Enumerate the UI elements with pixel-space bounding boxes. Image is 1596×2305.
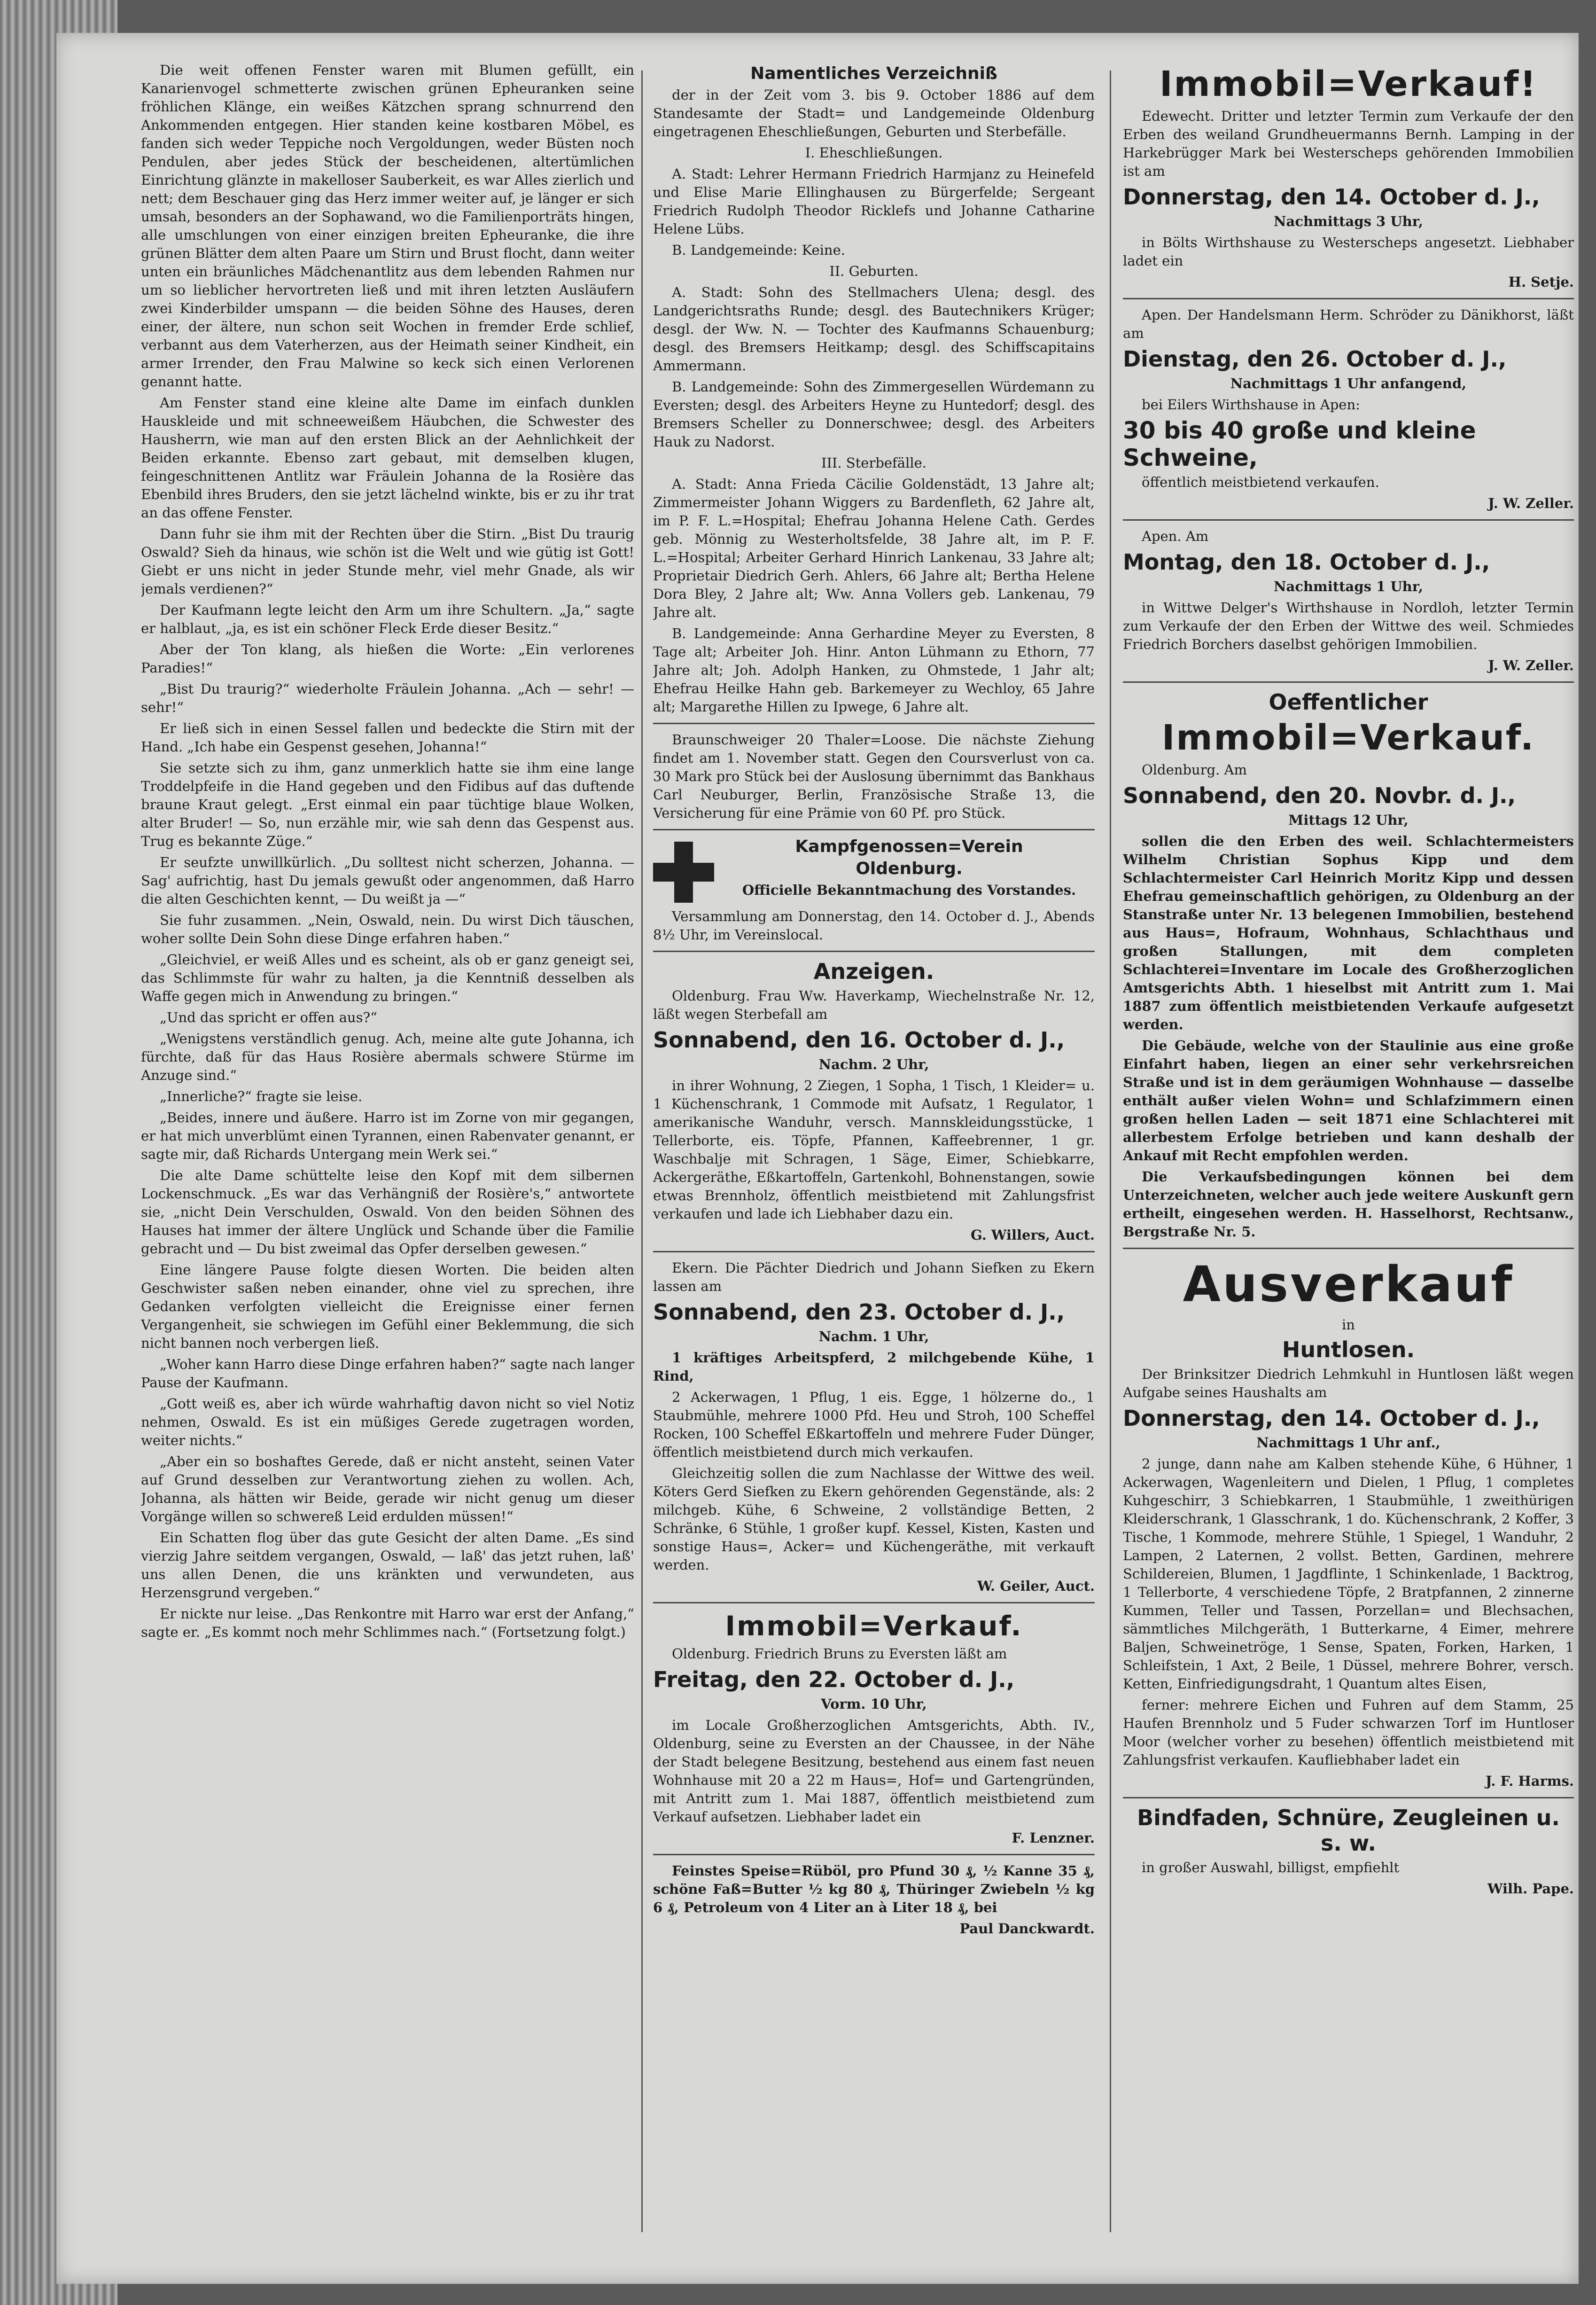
story-paragraph: Am Fenster stand eine kleine alte Dame im einfach dunklen Hauskleide und mit schneeweißem Häubchen, die Schwester des Hausherrn, wie man auf den ersten Blick an der Aehnlichkeit der Beiden erkannte. Ebenso zart gebaut, mit demselben klugen, feingeschnittenen Antlitz war Fräulein Johanna de la Rosière das Ebenbild ihres Bruders, den sie jetzt lächelnd winkte, bis er zu ihr trat an das offene Fenster. [141,395,634,521]
story-paragraph: Eine längere Pause folgte diesen Worten. Die beiden alten Geschwister saßen neben einander, ohne viel zu sprechen, ihre Gedanken verfolgten vielleicht die Ereignisse einer fernen Vergangenheit, sie schwiegen im Gefühl einer Beklemmung, die sich nicht bannen noch verbergen ließ. [141,1262,634,1351]
ad-place: Huntlosen. [1282,1337,1415,1362]
story-paragraph: „Bist Du traurig?“ wiederholte Fräulein Johanna. „Ach — sehr! — sehr!“ [141,681,634,715]
ads-column [1123,61,1574,2232]
column-rule [641,70,643,2232]
ad-in: in [1342,1317,1355,1333]
ad-title: Immobil=Verkauf. [725,1610,1023,1642]
register-entry: A. Stadt: Anna Frieda Cäcilie Goldenstädt, 13 Jahre alt; Zimmermeister Johann Wiggers zu Bardenfleth, 62 Jahre alt, im P. F. L.=Hospital; Ehefrau Johanna Helene Cath. Gerdes geb. Mönnig zu Westerholtsfelde, 38 Jahre alt, im P. F. L.=Hospital; Arbeiter Gerhard Hinrich Lankenau, 33 Jahre alt; Proprietair Diedrich Gerh. Ahlers, 66 Jahre alt; Bertha Helene Dora Bley, 2 Jahre alt; Ww. Anna Vollers geb. Lankenau, 79 Jahre alt. [653,476,1095,620]
ad-signature: F. Lenzner. [1012,1830,1095,1846]
divider [1123,1248,1574,1249]
story-paragraph: „Woher kann Harro diese Dinge erfahren haben?“ sagte nach langer Pause der Kaufmann. [141,1356,634,1391]
ad-date: Sonnabend, den 23. October d. J., [653,1299,1065,1325]
ad-title: Ausverkauf [1183,1256,1514,1313]
ad-intro: Apen. Am [1142,528,1209,544]
story-paragraph: Sie fuhr zusammen. „Nein, Oswald, nein. Du wirst Dich täuschen, woher sollte Dein Sohn diese Dinge erfahren haben.“ [141,912,634,946]
ad-title: Immobil=Verkauf! [1160,64,1537,104]
ad-text: im Locale Großherzoglichen Amtsgerichts, Abth. IV., Oldenburg, seine zu Eversten an der Chaussee, in der Nähe der Stadt belegene Besitzung, bestehend aus einem fast neuen Wohnhause mit 20 a 22 m Haus=, Hof= und Gartengründen, mit Antritt zum 1. Mai 1887, öffentlich meistbietend zum Verkauf aufsetzen. Liebhaber ladet ein [653,1717,1095,1825]
register-entry: A. Stadt: Sohn des Stellmachers Ulena; desgl. des Landgerichtsraths Runde; desgl. des Bautechnikers Krüger; desgl. der Ww. N. — Tochter des Kaufmanns Schauenburg; desgl. des Bremsers Heitkamp; desgl. des Schiffscapitains Ammermann. [653,284,1095,374]
ad-signature: J. W. Zeller. [1488,657,1574,673]
divider [1123,298,1574,299]
ad-title: Immobil=Verkauf. [1161,718,1535,758]
veterans-text: Versammlung am Donnerstag, den 14. October d. J., Abends 8½ Uhr, im Vereinslocal. [653,908,1095,943]
ad-time: Nachmittags 1 Uhr anfangend, [1230,375,1467,391]
story-paragraph: „Wenigstens verständlich genug. Ach, meine alte gute Johanna, ich fürchte, daß für das Haus Rosière abermals schwere Stürme im Anzuge sind.“ [141,1031,634,1083]
ad-pretitle: Oeffentlicher [1269,689,1428,715]
ad-text: Gleichzeitig sollen die zum Nachlasse der Wittwe des weil. Köters Gerd Siefken zu Ekern gehörenden Gegenstände, als: 2 milchgeb. Kühe, 6 Schweine, 2 vollständige Betten, 2 Schränke, 6 Stühle, 1 großer kupf. Kessel, Kisten, Kasten und sonstige Haus=, Acker= und Küchengeräthe, mit verkauft werden. [653,1465,1095,1573]
ad-intro: Ekern. Die Pächter Diedrich und Johann Siefken zu Ekern lassen am [653,1260,1095,1294]
divider [653,723,1095,724]
story-paragraph: Dann fuhr sie ihm mit der Rechten über die Stirn. „Bist Du traurig Oswald? Sieh da hinaus, wie schön ist die Welt und wie gütig ist Gott! Giebt er uns nicht in jeder Stunde mehr, viel mehr Gnade, als wir jemals verdienen?“ [141,526,634,597]
story-paragraph: „Gleichviel, er weiß Alles und es scheint, als ob er ganz geneigt sei, das Schlimmste für wahr zu halten, ja die Kenntniß desselben als Waffe gegen mich in Anwendung zu bringen.“ [141,952,634,1004]
register-section: III. Sterbefälle. [821,455,927,471]
story-paragraph: Er ließ sich in einen Sessel fallen und bedeckte die Stirn mit der Hand. „Ich habe ein Gespenst gesehen, Johanna!“ [141,720,634,755]
ad-date: Donnerstag, den 14. October d. J., [1123,184,1540,210]
story-paragraph: Aber der Ton klang, als hießen die Worte: „Ein verlorenes Paradies!“ [141,641,634,676]
ad-signature: Wilh. Pape. [1487,1881,1574,1897]
register-entry: B. Landgemeinde: Sohn des Zimmergesellen Würdemann zu Eversten; desgl. des Arbeiters Heyne zu Huntedorf; desgl. des Bremsers Scheller zu Donnerschwee; desgl. des Arbeiters Hauk zu Nadorst. [653,379,1095,450]
ad-time: Mittags 12 Uhr, [1288,812,1409,828]
ad-text: 2 junge, dann nahe am Kalben stehende Kühe, 6 Hühner, 1 Ackerwagen, Wagenleitern und Dielen, 1 Pflug, 1 completes Kuhgeschirr, 3 Schiebkarren, 1 Staubmühle, 1 zweithürigen Kleiderschrank, 1 Glasschrank, 1 do. Küchenschrank, 2 Koffer, 3 Tische, 1 Kommode, mehrere Stühle, 1 Spiegel, 1 Wanduhr, 2 Lampen, 2 Laternen, 2 vollst. Betten, Gardinen, mehrere Schildereien, Blumen, 1 Jagdflinte, 1 Schinkenlade, 1 Backtrog, 1 Tellerborte, 4 verschiedene Töpfe, 2 Bratpfannen, 2 zinnerne Kummen, Teller und Tassen, Porzellan= und Blechsachen, sämmtliches Milchgeräth, 1 Butterkarne, 4 Eimer, mehrere Baljen, Schweinetröge, 1 Sense, Spaten, Forken, Harken, 1 Schleifstein, 1 Axt, 2 Beile, 1 Düssel, mehrere Bohrer, versch. Ketten, Einfriedigungsdraht, 1 Quantum altes Eisen, [1123,1456,1574,1692]
ads-heading: Anzeigen. [813,959,934,984]
ad-date: Freitag, den 22. October d. J., [653,1667,1015,1692]
veterans-notice [653,837,1095,944]
ad-text: bei Eilers Wirthshause in Apen: [1142,397,1360,413]
story-paragraph: „Und das spricht er offen aus?“ [160,1009,377,1025]
divider [653,1251,1095,1252]
divider [1123,519,1574,521]
ad-time: Nachmittags 1 Uhr, [1274,578,1423,594]
ad-text: sollen die den Erben des weil. Schlachtermeisters Wilhelm Christian Sophus Kipp und dem Schlachtermeister Carl Heinrich Moritz Kipp und dessen Ehefrau gemeinschaftlich gehörigen, zu Oldenburg an der Stanstraße unter Nr. 13 belegenen Immobilien, bestehend aus Haus=, Hofraum, Wohnhaus, Schlachthaus und großen Stallungen, mit dem completen Schlachterei=Inventare im Locale des Großherzoglichen Amtsgerichts Abth. 1 hieselbst mit Antritt zum 1. Mai 1887 zum öffentlich meistbietenden Verkaufe aufgesetzt werden. [1123,833,1574,1032]
divider [653,829,1095,830]
ad-text: öffentlich meistbietend verkaufen. [1142,474,1379,490]
ad-time: Vorm. 10 Uhr, [821,1696,927,1712]
ad-time: Nachm. 1 Uhr, [818,1328,929,1344]
ad-text: 2 Ackerwagen, 1 Pflug, 1 eis. Egge, 1 hölzerne do., 1 Staubmühle, mehrere 1000 Pfd. Heu und Stroh, 100 Scheffel Rocken, 100 Scheffel Eßkartoffeln und mehrere Fuder Dünger, öffentlich meistbietend durch mich verkaufen. [653,1389,1095,1460]
ad-text: Apen. Der Handelsmann Herm. Schröder zu Dänikhorst, läßt am [1123,307,1574,341]
ad-intro: Oldenburg. Friedrich Bruns zu Eversten läßt am [672,1646,1007,1662]
ad-intro: Oldenburg. Am [1142,762,1247,778]
ad-text: in großer Auswahl, billigst, empfiehlt [1142,1860,1400,1875]
ad-date: Donnerstag, den 14. October d. J., [1123,1406,1540,1431]
ad-time: Nachmittags 3 Uhr, [1274,213,1423,229]
ad-intro: Der Brinksitzer Diedrich Lehmkuhl in Huntlosen läßt wegen Aufgabe seines Haushalts am [1123,1366,1574,1400]
ad-highlight: 30 bis 40 große und kleine Schweine, [1123,417,1476,471]
notices-column [653,61,1095,2232]
register-entry: A. Stadt: Lehrer Hermann Friedrich Harmjanz zu Heinefeld und Elise Marie Ellinghausen zu Bürgerfelde; Sergeant Friedrich Rudolph Theodor Ricklefs und Johanne Catharine Helene Lübs. [653,166,1095,237]
divider [653,951,1095,952]
lottery-notice: Braunschweiger 20 Thaler=Loose. Die nächste Ziehung findet am 1. November statt. Gegen den Coursverlust von ca. 30 Mark pro Stück bei der Auslosung übernimmt das Bankhaus Carl Neuburger, Berlin, Französische Straße 13, die Versicherung für eine Prämie von 60 Pf. pro Stück. [653,732,1095,821]
ad-date: Sonnabend, den 20. Novbr. d. J., [1123,783,1516,808]
story-paragraph: Die weit offenen Fenster waren mit Blumen gefüllt, ein Kanarienvogel schmetterte zwischen grünen Epheuranken seine fröhlichen Klänge, ein weißes Kätzchen sprang schnurrend den Ankommenden entgegen. Hier standen keine kostbaren Möbel, es fanden sich weder Teppiche noch Vergoldungen, weder Büsten noch Pendulen, aber jedes Stück der bescheidenen, altertümlichen Einrichtung glänzte in makelloser Sauberkeit, es war Alles zierlich und nett; dem Beschauer ging das Herz immer weiter auf, je länger er sich umsah, besonders an der Sophawand, wo die Familienporträts hingen, alle umschlungen von einer einzigen breiten Epheuranke, die ihre grünen Blätter dem alten Paare um Stirn und Brust flocht, dann weiter unten ein bräunliches Mädchenantlitz aus dem lebenden Rahmen nur um so lieblicher hervortreten ließ und mit ihren letzten Ausläufern zwei Kinderbilder umspann — die beiden Söhne des Hauses, deren einer, der ältere, nun schon seit Wochen in fremder Erde schlief, verbannt aus dem Vaterherzen, aus der Heimath seiner Kindheit, ein armer Irrender, den Frau Malwine so keck sich einen Verlorenen genannt hatte. [141,62,634,390]
story-paragraph: Er nickte nur leise. „Das Renkontre mit Harro war erst der Anfang,“ sagte er. „Es kommt noch mehr Schlimmes nach.“ (Fortsetzung folgt.) [141,1606,634,1640]
ad-title: Bindfaden, Schnüre, Zeugleinen u. s. w. [1137,1805,1560,1856]
story-paragraph: Er seufzte unwillkürlich. „Du solltest nicht scherzen, Johanna. — Sag' aufrichtig, hast Du jemals gewußt oder angenommen, daß Harro die alten Geschichten kennt, — Du weißt ja —“ [141,854,634,907]
story-paragraph: „Beides, innere und äußere. Harro ist im Zorne von mir gegangen, er hat mich unverblümt einen Tyrannen, einen Rabenvater genannt, er sagte mir, daß Richards Untergang mein Werk sei.“ [141,1110,634,1162]
ad-signature: H. Setje. [1508,274,1574,290]
ad-time: Nachmittags 1 Uhr anf., [1256,1435,1440,1451]
iron-cross-icon [653,842,714,903]
register-title: Namentliches Verzeichniß [750,64,997,83]
story-column [141,61,634,2232]
register-section: I. Eheschließungen. [805,145,943,161]
register-entry: B. Landgemeinde: Keine. [672,242,845,258]
divider [1123,681,1574,683]
story-paragraph: Die alte Dame schüttelte leise den Kopf mit dem silbernen Lockenschmuck. „Es war das Verhängniß der Rosière's,“ antwortete sie, „nicht Dein Verschulden, Oswald. Von den beiden Söhnen des Hauses hat immer der ältere Unglück und Schande über die Familie gebracht und — Du bist zweimal das Opfer derselben gewesen.“ [141,1167,634,1257]
divider [653,1602,1095,1603]
veterans-title: Kampfgenossen=Verein [795,837,1023,856]
ad-text: Feinstes Speise=Rüböl, pro Pfund 30 ₰, ½ Kanne 35 ₰, schöne Faß=Butter ½ kg 80 ₰, Thüringer Zwiebeln ½ kg 6 ₰, Petroleum von 4 Liter an à Liter 18 ₰, bei [653,1863,1095,1915]
story-paragraph: „Aber ein so boshaftes Gerede, daß er nicht ansteht, seinen Vater auf Grund desselben zur Verantwortung ziehen zu wollen. Ach, Johanna, als hätten wir Beide, gerade wir nicht genug um dieser Vorgänge willen so schwereß Leid erdulden müssen!“ [141,1453,634,1524]
ad-date: Sonnabend, den 16. October d. J., [653,1027,1065,1053]
ad-text: Edewecht. Dritter und letzter Termin zum Verkaufe der den Erben des weiland Grundheuermanns Bernh. Lamping in der Harkebrügger Mark bei Westerscheps gehörenden Immobilien ist am [1123,108,1574,179]
ad-text: in Wittwe Delger's Wirthshause in Nordloh, letzter Termin zum Verkaufe der den Erben der Wittwe des weil. Schmiedes Friedrich Borchers daselbst gehörigen Immobilien. [1123,600,1574,652]
story-paragraph: Sie setzte sich zu ihm, ganz unmerklich hatte sie ihm eine lange Troddelpfeife in die Hand gegeben und den Fidibus auf das duftende braune Kraut gelegt. „Erst einmal ein paar tüchtige blaue Wolken, alter Bruder! — So, nun erzähle mir, wie sah denn das Gespenst aus. Trug es bekannte Züge.“ [141,760,634,849]
ad-intro: Oldenburg. Frau Ww. Haverkamp, Wiechelnstraße Nr. 12, läßt wegen Sterbefall am [653,988,1095,1022]
veterans-subtitle: Officielle Bekanntmachung des Vorstandes. [742,882,1076,898]
story-paragraph: „Gott weiß es, aber ich würde wahrhaftig davon nicht so viel Notiz nehmen, Oswald. Es ist ein müßiges Gerede zugetragen worden, weiter nichts.“ [141,1396,634,1448]
veterans-city: Oldenburg. [856,859,963,878]
ad-text: in Bölts Wirthshause zu Westerscheps angesetzt. Liebhaber ladet ein [1123,234,1574,269]
ad-signature: Paul Danckwardt. [959,1921,1095,1937]
ad-signature: J. W. Zeller. [1488,495,1574,511]
story-paragraph: Der Kaufmann legte leicht den Arm um ihre Schultern. „Ja,“ sagte er halblaut, „ja, es ist ein schöner Fleck Erde dieser Besitz.“ [141,602,634,636]
register-section: II. Geburten. [829,263,919,279]
register-entry: B. Landgemeinde: Anna Gerhardine Meyer zu Eversten, 8 Tage alt; Arbeiter Joh. Hinr. Anton Lühmann zu Ethorn, 77 Jahre alt; Joh. Adolph Hanken, zu Ohmstede, 1 Jahr alt; Ehefrau Heilke Hahn geb. Barkemeyer zu Wechloy, 65 Jahre alt; Margarethe Hillen zu Ipwege, 6 Jahre alt. [653,625,1095,715]
ad-time: Nachm. 2 Uhr, [818,1056,929,1072]
ad-date: Montag, den 18. October d. J., [1123,549,1490,575]
ad-signature: J. F. Harms. [1485,1773,1574,1789]
register-intro: der in der Zeit vom 3. bis 9. October 1886 auf dem Standesamte der Stadt= und Landgemeinde Oldenburg eingetragenen Eheschließungen, Geburten und Sterbefälle. [653,87,1095,140]
story-paragraph: Ein Schatten flog über das gute Gesicht der alten Dame. „Es sind vierzig Jahre seitdem vergangen, Oswald, — laß' das jetzt ruhen, laß' uns allen Denen, die uns kränkten und verwundeten, aus Herzensgrund vergeben.“ [141,1530,634,1601]
column-rule [1110,70,1111,2232]
divider [1123,1797,1574,1798]
ad-signature: G. Willers, Auct. [970,1227,1095,1243]
ad-text: ferner: mehrere Eichen und Fuhren auf dem Stamm, 25 Haufen Brennholz und 5 Fuder schwarzen Torf im Huntloser Moor (welcher vorher zu besehen) öffentlich meistbietend mit Zahlungsfrist verkaufen. Kaufliebhaber ladet ein [1123,1697,1574,1768]
story-paragraph: „Innerliche?“ fragte sie leise. [160,1088,363,1104]
ad-signature: W. Geiler, Auct. [977,1578,1095,1594]
ad-text: in ihrer Wohnung, 2 Ziegen, 1 Sopha, 1 Tisch, 1 Kleider= u. 1 Küchenschrank, 1 Commode mit Aufsatz, 1 Regulator, 1 amerikanische Wanduhr, versch. Mannskleidungsstücke, 1 Tellerborte, eis. Töpfe, Pfannen, Kaffeebrenner, 1 gr. Waschbalje mit Schragen, 1 Säge, Eimer, Schiebkarre, Ackergeräthe, Eßkartoffeln, Gartenkohl, Bohnenstangen, sowie etwas Brennholz, öffentlich meistbietend mit Zahlungsfrist verkaufen und lade ich Liebhaber dazu ein. [653,1078,1095,1222]
ad-date: Dienstag, den 26. October d. J., [1123,346,1507,372]
divider [653,1854,1095,1855]
ad-text: Die Verkaufsbedingungen können bei dem Unterzeichneten, welcher auch jede weitere Auskunft gern ertheilt, eingesehen werden. H. Hasselhorst, Rechtsanw., Bergstraße Nr. 5. [1123,1169,1574,1240]
ad-text: Die Gebäude, welche von der Staulinie aus eine große Einfahrt haben, liegen an einer sehr verkehrsreichen Straße und ist in dem geräumigen Wohnhause — dasselbe enthält außer vielen Wohn= und Schlafzimmern einen großen hellen Laden — seit 1871 eine Schlachterei mit allerbestem Erfolge betrieben und kann deshalb der Ankauf mit Recht empfohlen werden. [1123,1038,1574,1164]
ad-items: 1 kräftiges Arbeitspferd, 2 milchgebende Kühe, 1 Rind, [653,1350,1095,1384]
